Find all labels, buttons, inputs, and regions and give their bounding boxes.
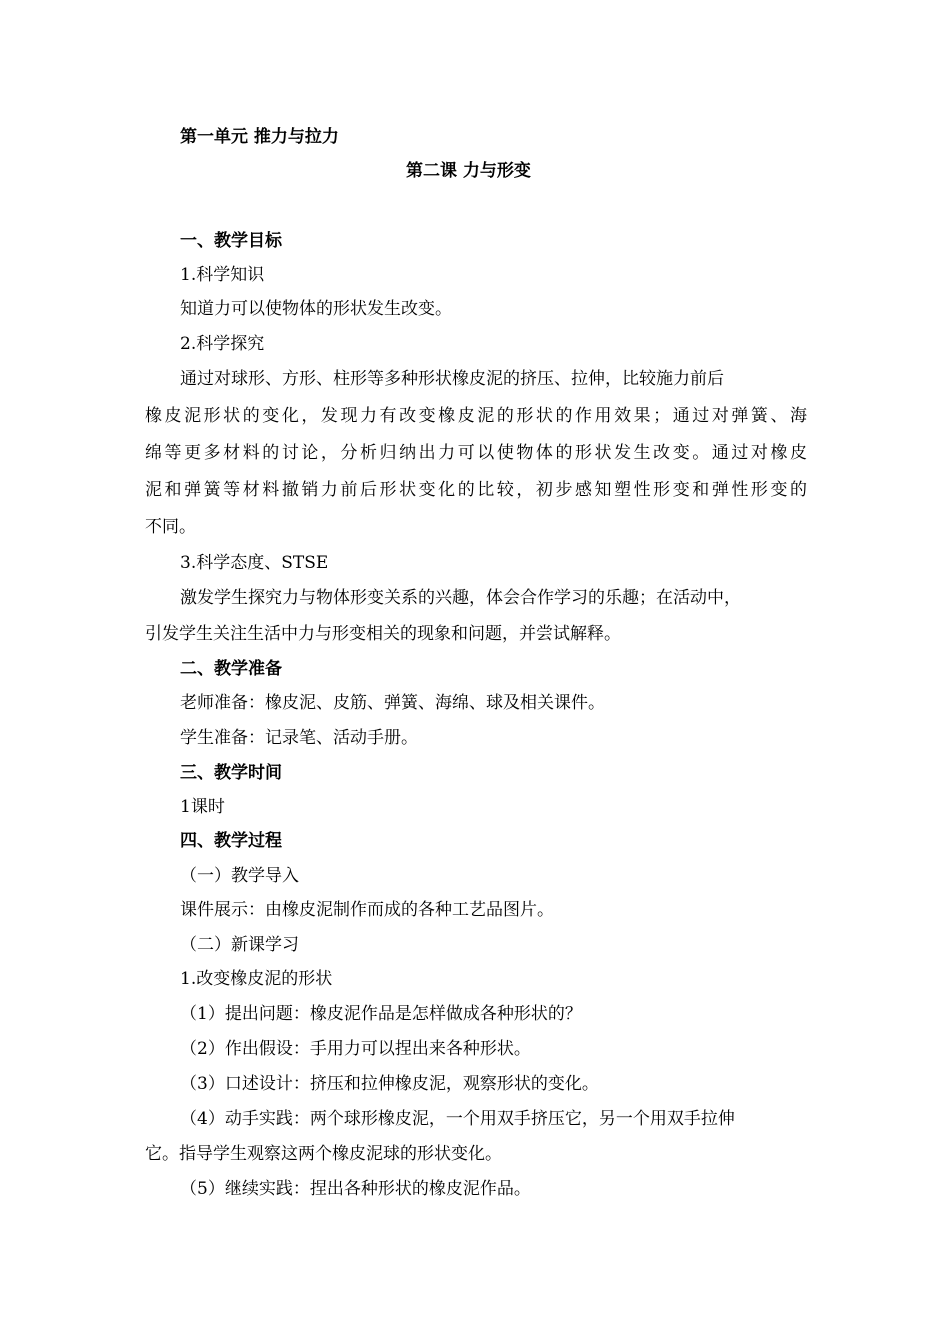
intro-text: 课件展示：由橡皮泥制作而成的各种工艺品图片。 <box>180 900 554 920</box>
teacher-prep: 老师准备：橡皮泥、皮筋、弹簧、海绵、球及相关课件。 <box>180 693 605 713</box>
attitude-line-1: 激发学生探究力与物体形变关系的兴趣，体会合作学习的乐趣；在活动中， <box>180 588 741 608</box>
step-2: （2）作出假设：手用力可以捏出来各种形状。 <box>180 1039 531 1059</box>
unit-title: 第一单元 推力与拉力 <box>180 127 339 147</box>
inquiry-line-5: 不同。 <box>145 517 196 537</box>
lesson-title: 第二课 力与形变 <box>406 161 531 181</box>
attitude-heading: 3.科学态度、STSE <box>180 553 329 573</box>
inquiry-heading: 2.科学探究 <box>180 334 265 354</box>
new-lesson-heading: （二）新课学习 <box>180 935 299 955</box>
inquiry-line-3: 绵等更多材料的讨论，分析归纳出力可以使物体的形状发生改变。通过对橡皮 <box>145 443 807 463</box>
step-1: （1）提出问题：橡皮泥作品是怎样做成各种形状的？ <box>180 1004 582 1024</box>
step-4-line-1: （4）动手实践：两个球形橡皮泥，一个用双手挤压它，另一个用双手拉伸 <box>180 1109 735 1129</box>
intro-heading: （一）教学导入 <box>180 866 299 886</box>
prep-heading: 二、教学准备 <box>180 659 282 679</box>
time-heading: 三、教学时间 <box>180 763 282 783</box>
goals-heading: 一、教学目标 <box>180 231 282 251</box>
step-4-line-2: 它。指导学生观察这两个橡皮泥球的形状变化。 <box>145 1144 502 1164</box>
inquiry-line-2: 橡皮泥形状的变化，发现力有改变橡皮泥的形状的作用效果；通过对弹簧、海 <box>145 406 807 426</box>
attitude-line-2: 引发学生关注生活中力与形变相关的现象和问题，并尝试解释。 <box>145 624 621 644</box>
time-text: 1课时 <box>180 797 225 817</box>
step-5: （5）继续实践：捏出各种形状的橡皮泥作品。 <box>180 1179 531 1199</box>
knowledge-text: 知道力可以使物体的形状发生改变。 <box>180 299 452 319</box>
knowledge-heading: 1.科学知识 <box>180 265 265 285</box>
change-heading: 1.改变橡皮泥的形状 <box>180 969 333 989</box>
process-heading: 四、教学过程 <box>180 831 282 851</box>
student-prep: 学生准备：记录笔、活动手册。 <box>180 728 418 748</box>
inquiry-line-1: 通过对球形、方形、柱形等多种形状橡皮泥的挤压、拉伸，比较施力前后 <box>180 369 724 389</box>
inquiry-line-4: 泥和弹簧等材料撤销力前后形状变化的比较，初步感知塑性形变和弹性形变的 <box>145 480 807 500</box>
step-3: （3）口述设计：挤压和拉伸橡皮泥，观察形状的变化。 <box>180 1074 599 1094</box>
